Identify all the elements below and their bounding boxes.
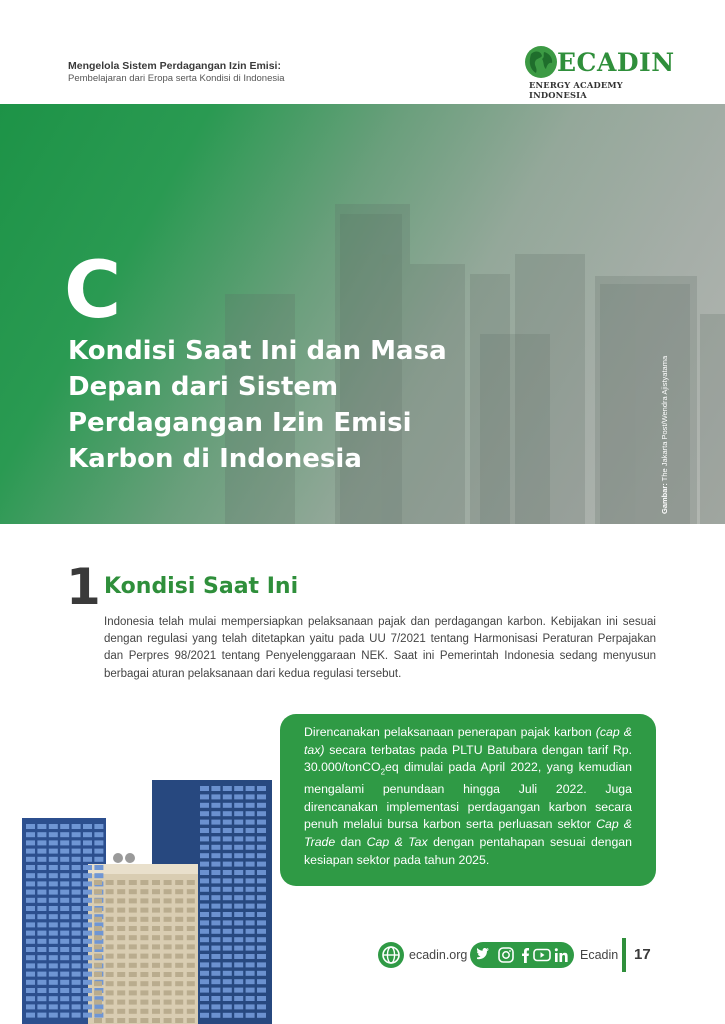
- section-title: Kondisi Saat Ini dan Masa Depan dari Sistem Perdagangan Izin Emisi Karbon di Indonesia: [68, 336, 447, 474]
- hero-banner: [0, 104, 725, 524]
- callout-text: Direncanakan pelaksanaan penerapan pajak karbon (cap & tax) secara terbatas pada PLTU Batubara dengan tarif Rp. 30.000/tonCO$_2$eq dimulai pada April 2022, yang kemudian mengalami penundaan hingga Juli 2022. Juga direncanakan implementasi perdagangan karbon secara penuh melalui bursa karbon serta perluasan sektor Cap & Trade dan Cap & Tax dengan pentahapan sesuai dengan kesiapan sektor pada tahun 2025.: [304, 725, 632, 867]
- youtube-icon[interactable]: [534, 950, 550, 961]
- subsection-title: Kondisi Saat Ini: [104, 574, 299, 599]
- ecadin-logo: [523, 44, 675, 100]
- logo-tagline: ENERGY ACADEMY INDONESIA: [529, 80, 623, 100]
- buildings-illustration: [0, 770, 280, 1024]
- photo-credit-label: Gambar:: [660, 483, 669, 514]
- globe-logo-icon: [525, 46, 557, 78]
- globe-icon[interactable]: [378, 942, 404, 968]
- callout-box: [280, 714, 656, 886]
- running-header-subtitle: Pembelajaran dari Eropa serta Kondisi di Indonesia: [68, 73, 285, 84]
- page-number: 17: [634, 946, 651, 963]
- twitter-icon[interactable]: [477, 948, 489, 959]
- logo-wordmark: ECADIN: [557, 48, 675, 77]
- instagram-icon[interactable]: [499, 948, 513, 962]
- linkedin-icon[interactable]: [555, 948, 568, 962]
- website-link[interactable]: ecadin.org: [409, 948, 468, 962]
- social-icons-bar: [470, 942, 574, 968]
- social-handle: Ecadin: [580, 948, 619, 962]
- body-paragraph: Indonesia telah mulai mempersiapkan pelaksanaan pajak dan perdagangan karbon. Kebijakan ini sesuai dengan regulasi yang telah ditetapkan yaitu pada UU 7/2021 tentang Harmonisasi Peraturan Perpajakan dan Perpres 98/2021 tentang Penyelenggaraan NEK. Saat ini Pemerintah Indonesia sedang menyusun berbagai aturan pelaksanaan dari kedua regulasi tersebut.: [104, 616, 656, 680]
- photo-credit: [660, 334, 669, 514]
- page-number-divider: [622, 938, 626, 972]
- subsection-number: 1: [66, 558, 101, 616]
- running-header-title: Mengelola Sistem Perdagangan Izin Emisi:: [68, 60, 281, 72]
- section-letter: C: [64, 246, 122, 336]
- facebook-icon[interactable]: [522, 948, 529, 963]
- photo-credit-text: The Jakarta Post/Wendra Ajistyatama: [660, 355, 669, 484]
